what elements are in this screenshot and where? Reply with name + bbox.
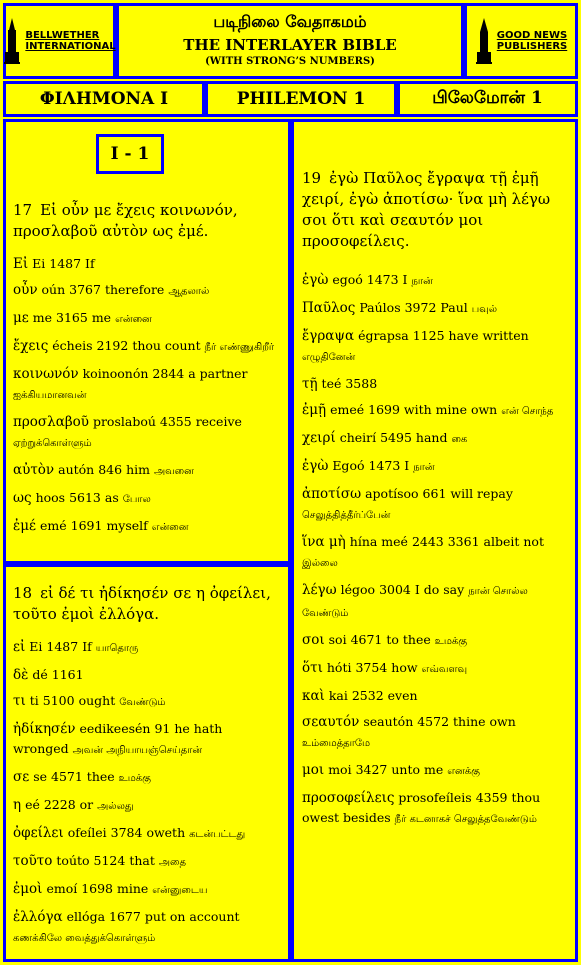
greek-word: η — [13, 797, 22, 813]
english-gloss: me — [91, 310, 112, 325]
transliteration: egoó — [332, 272, 363, 287]
transliteration: égrapsa — [358, 328, 409, 343]
tamil-gloss: அதை — [158, 857, 186, 868]
book-english: PHILEMON 1 — [205, 81, 397, 117]
strong-number: 3767 — [69, 282, 101, 297]
english-gloss: to thee — [386, 632, 431, 647]
greek-word: ἐμοὶ — [13, 881, 43, 897]
strong-number: 1487 — [49, 256, 82, 271]
strong-number: 1161 — [51, 667, 84, 682]
english-gloss: thou owest besides — [302, 790, 541, 825]
greek-word: ἐμέ — [13, 518, 37, 534]
transliteration: emeé — [330, 402, 365, 417]
transliteration: cheirí — [339, 430, 377, 445]
verse-text: εἰ δέ τι ἠδίκησέν σε η ὀφείλει, τοῦτο ἐμοὶ ἐλλόγα. — [13, 584, 271, 623]
transliteration: Paúlos — [359, 300, 401, 315]
greek-word: προσλαβοῦ — [13, 414, 89, 430]
english-gloss: how — [391, 660, 418, 675]
verse-text: ἐγὼ Παῦλος ἔγραψα τῇ ἐμῇ χειρί, ἐγὼ ἀποτίσω· ἵνα μὴ λέγω σοι ὅτι καὶ σεαυτόν μοι προσοφείλεις. — [302, 169, 551, 250]
tamil-gloss: ஐக்கியமானவன் — [13, 390, 87, 401]
word-entry — [302, 712, 566, 754]
word-entry — [302, 686, 566, 706]
verse19-content — [302, 168, 566, 836]
english-gloss: have written — [448, 328, 529, 343]
tamil-gloss: உமக்கு — [434, 636, 468, 647]
word-entry — [13, 280, 279, 302]
greek-word: σε — [13, 769, 30, 785]
strong-number: 5100 — [42, 693, 75, 708]
greek-word: ἐλλόγα — [13, 909, 63, 925]
transliteration: emé — [40, 518, 67, 533]
transliteration: Ei — [29, 639, 43, 654]
english-gloss: with mine own — [403, 402, 498, 417]
main-title: THE INTERLAYER BIBLE — [183, 36, 397, 54]
greek-word: κοινωνόν — [13, 366, 79, 382]
verse17-heading — [13, 200, 279, 242]
transliteration: soi — [328, 632, 347, 647]
greek-word: Εἰ — [13, 256, 29, 272]
greek-word: σεαυτόν — [302, 714, 360, 730]
strong-number: 5124 — [93, 853, 126, 868]
good-news-logo — [467, 6, 575, 76]
tamil-gloss: பவுல் — [471, 304, 498, 315]
greek-word: μοι — [302, 762, 325, 778]
greek-word: εἰ — [13, 639, 26, 655]
word-entry — [13, 719, 279, 761]
logo-line2: INTERNATIONAL — [25, 41, 116, 52]
transliteration: emoí — [46, 881, 78, 896]
tower-icon — [475, 18, 493, 64]
word-entry — [13, 795, 279, 817]
greek-word: τῇ — [302, 376, 318, 392]
greek-word: δὲ — [13, 667, 29, 683]
tamil-gloss: செலுத்தித்தீர்ப்பேன் — [302, 510, 391, 521]
greek-word: τοῦτο — [13, 853, 53, 869]
tamil-gloss: கடன்பட்டது — [189, 829, 246, 840]
word-entry — [302, 788, 566, 830]
greek-word: Παῦλος — [302, 300, 356, 316]
verse-number: 19 — [302, 169, 322, 187]
verse18-entries — [13, 637, 279, 949]
word-entry — [302, 374, 566, 394]
transliteration: apotísoo — [365, 486, 419, 501]
english-gloss: albeit not — [483, 534, 544, 549]
word-entry — [302, 580, 566, 624]
word-entry — [13, 823, 279, 845]
tamil-gloss: அவனை — [153, 466, 194, 477]
strong-number: 846 — [98, 462, 123, 477]
strong-number: 1699 — [368, 402, 400, 417]
left-logo-panel — [3, 3, 116, 79]
tamil-gloss: எவ்வளவு — [421, 664, 468, 675]
strong-number: 3754 — [355, 660, 388, 675]
greek-word: οὖν — [13, 282, 38, 298]
transliteration: moi — [328, 762, 352, 777]
tamil-gloss: யாதொரு — [95, 643, 139, 654]
strong-number: 3588 — [345, 376, 378, 391]
word-entry — [302, 456, 566, 478]
strong-number: 3784 — [110, 825, 143, 840]
strong-number: 1125 — [412, 328, 445, 343]
strong-number: 5613 — [69, 490, 101, 505]
english-gloss: hand — [415, 430, 448, 445]
greek-word: ὅτι — [302, 660, 323, 676]
verse17-content — [13, 200, 279, 544]
greek-word: ἐμῇ — [302, 402, 327, 418]
greek-word: ως — [13, 490, 32, 506]
strong-number: 2443 3361 — [411, 534, 480, 549]
right-logo-panel — [464, 3, 578, 79]
title-panel — [116, 3, 464, 79]
word-entry — [13, 637, 279, 659]
transliteration: hoos — [35, 490, 66, 505]
word-entry — [302, 428, 566, 450]
bellwether-logo — [6, 6, 116, 76]
greek-word: αὐτὸν — [13, 462, 55, 478]
bell-tower-icon — [3, 18, 21, 64]
greek-word: ἐγὼ — [302, 458, 329, 474]
transliteration: kai — [328, 688, 348, 703]
english-gloss: I — [404, 458, 410, 473]
transliteration: teé — [321, 376, 342, 391]
transliteration: ofeílei — [67, 825, 107, 840]
strong-number: 1473 — [368, 458, 401, 473]
english-gloss: thee — [86, 769, 115, 784]
transliteration: dé — [32, 667, 48, 682]
transliteration: se — [33, 769, 48, 784]
english-gloss: myself — [106, 518, 148, 533]
strong-number: 1473 — [366, 272, 399, 287]
transliteration: oún — [41, 282, 66, 297]
verse-number: 18 — [13, 584, 33, 602]
english-gloss: therefore — [104, 282, 165, 297]
chapter-label: I - 1 — [96, 134, 164, 174]
transliteration: koinoonón — [82, 366, 149, 381]
book-greek: ΦΙΛΗΜΟΝΑ Ι — [3, 81, 205, 117]
word-entry — [302, 532, 566, 574]
english-gloss: him — [126, 462, 150, 477]
english-gloss: a partner — [188, 366, 248, 381]
word-entry — [302, 270, 566, 292]
greek-word: ἀποτίσω — [302, 486, 362, 502]
greek-word: ἔγραψα — [302, 328, 355, 344]
transliteration: légoo — [340, 582, 376, 597]
verse18-heading — [13, 583, 279, 625]
english-gloss: will repay — [450, 486, 513, 501]
tamil-gloss: என்னை — [151, 522, 189, 533]
greek-word: ὀφείλει — [13, 825, 64, 841]
english-gloss: If — [82, 639, 92, 654]
english-gloss: that — [129, 853, 155, 868]
word-entry — [302, 400, 566, 422]
transliteration: ti — [29, 693, 39, 708]
word-entry — [13, 336, 279, 358]
word-entry — [302, 484, 566, 526]
english-gloss: even — [387, 688, 418, 703]
tamil-gloss: என் சொந்த — [501, 406, 554, 417]
word-entry — [302, 326, 566, 368]
verse-text: Εἰ οὖν με ἔχεις κοινωνόν, προσλαβοῦ αὐτὸν ως ἐμέ. — [13, 201, 238, 240]
tamil-gloss: நீர் எண்ணுகிறீர் — [204, 342, 275, 353]
strong-number: 661 — [422, 486, 447, 501]
word-entry — [13, 907, 279, 949]
greek-word: σοι — [302, 632, 325, 648]
logo-line1: BELLWETHER — [25, 30, 100, 41]
tamil-gloss: உமக்கு — [118, 773, 151, 784]
transliteration: écheis — [52, 338, 93, 353]
tamil-gloss: நான் — [413, 462, 435, 473]
word-entry — [13, 488, 279, 510]
strong-number: 4355 — [159, 414, 192, 429]
english-gloss: unto me — [391, 762, 444, 777]
strong-number: 2228 — [43, 797, 76, 812]
transliteration: prosofeíleis — [398, 790, 472, 805]
greek-word: ἵνα μὴ — [302, 534, 346, 550]
word-entry — [13, 460, 279, 482]
logo-line1: GOOD NEWS — [496, 30, 568, 41]
english-gloss: oweth — [146, 825, 186, 840]
english-gloss: I do say — [414, 582, 465, 597]
greek-word: ἐγὼ — [302, 272, 329, 288]
tamil-gloss: நீர் கடனாகச் செலுத்தவேண்டும் — [394, 814, 537, 825]
word-entry — [302, 298, 566, 320]
strong-number: 1691 — [70, 518, 103, 533]
strong-number: 1487 — [46, 639, 79, 654]
tamil-gloss: இல்லை — [302, 558, 338, 569]
strong-number: 2192 — [96, 338, 129, 353]
transliteration: eedikeesén — [79, 721, 151, 736]
word-entry — [13, 364, 279, 406]
strong-number: 4359 — [475, 790, 508, 805]
english-gloss: Paul — [440, 300, 468, 315]
word-entry — [13, 691, 279, 713]
strong-number: 1677 — [109, 909, 141, 924]
english-gloss: put on account — [144, 909, 240, 924]
greek-word: ἔχεις — [13, 338, 49, 354]
verse19-heading — [302, 168, 566, 252]
transliteration: eé — [25, 797, 40, 812]
tamil-gloss: அல்லது — [97, 801, 134, 812]
verse17-entries — [13, 254, 279, 538]
transliteration: hóti — [326, 660, 352, 675]
verse19-entries — [302, 270, 566, 830]
english-gloss: he hath wronged — [13, 721, 223, 756]
strong-number: 3165 — [56, 310, 88, 325]
english-gloss: If — [85, 256, 95, 271]
tamil-gloss: ஆதலால் — [168, 286, 210, 297]
transliteration: Ei — [32, 256, 46, 271]
word-entry — [13, 516, 279, 538]
word-entry — [13, 851, 279, 873]
english-gloss: as — [104, 490, 119, 505]
tamil-gloss: வேண்டும் — [119, 697, 166, 708]
greek-word: τι — [13, 693, 26, 709]
english-gloss: mine — [117, 881, 149, 896]
strong-number: 4571 — [51, 769, 83, 784]
tamil-gloss: எனக்கு — [447, 766, 480, 777]
word-entry — [13, 665, 279, 685]
transliteration: seautón — [363, 714, 414, 729]
greek-word: λέγω — [302, 582, 337, 598]
verse18-content — [13, 583, 279, 955]
tamil-gloss: போல — [122, 494, 151, 505]
tamil-gloss: என்னை — [115, 314, 152, 325]
transliteration: Egoó — [332, 458, 365, 473]
transliteration: autón — [58, 462, 95, 477]
strong-number: 3427 — [355, 762, 388, 777]
transliteration: proslaboú — [92, 414, 156, 429]
transliteration: me — [32, 310, 53, 325]
strong-number: 4572 — [417, 714, 450, 729]
tamil-title: படிநிலை வேதாகமம் — [213, 12, 367, 31]
word-entry — [13, 767, 279, 789]
word-entry — [302, 630, 566, 652]
english-gloss: receive — [195, 414, 242, 429]
tamil-gloss: நான் சொல்ல வேண்டும் — [302, 586, 528, 619]
greek-word: ἠδίκησέν — [13, 721, 76, 737]
transliteration: ellóga — [66, 909, 106, 924]
greek-word: προσοφείλεις — [302, 790, 395, 806]
strong-number: 1698 — [81, 881, 114, 896]
tamil-gloss: அவன் அநியாயஞ்செய்தான் — [72, 745, 203, 756]
english-gloss: thine own — [453, 714, 516, 729]
strong-number: 3004 — [379, 582, 411, 597]
strong-number: 2844 — [152, 366, 185, 381]
word-entry — [13, 412, 279, 454]
greek-word: καὶ — [302, 688, 325, 704]
strong-number: 4671 — [350, 632, 383, 647]
transliteration: toúto — [56, 853, 90, 868]
word-entry — [302, 658, 566, 680]
verse-number: 17 — [13, 201, 33, 219]
strong-number: 5495 — [380, 430, 412, 445]
english-gloss: I — [402, 272, 408, 287]
tamil-gloss: எழுதினேன் — [302, 352, 356, 363]
subtitle: (WITH STRONG’S NUMBERS) — [205, 56, 375, 67]
tamil-gloss: கணக்கிலே வைத்துக்கொள்ளும் — [13, 933, 156, 944]
word-entry — [302, 760, 566, 782]
english-gloss: thou count — [132, 338, 201, 353]
tamil-gloss: கை — [451, 434, 468, 445]
tamil-gloss: ஏற்றுக்கொள்ளும் — [13, 438, 92, 449]
transliteration: hína meé — [349, 534, 408, 549]
tamil-gloss: உம்மைத்தாமே — [302, 738, 371, 749]
book-tamil: பிலேமோன் 1 — [397, 81, 578, 117]
strong-number: 91 — [154, 721, 171, 736]
english-gloss: ought — [78, 693, 116, 708]
tamil-gloss: நான் — [411, 276, 433, 287]
strong-number: 2532 — [351, 688, 384, 703]
word-entry — [13, 254, 279, 274]
tamil-gloss: என்னுடைய — [152, 885, 208, 896]
strong-number: 3972 — [404, 300, 437, 315]
logo-line2: PUBLISHERS — [496, 41, 568, 52]
word-entry — [13, 879, 279, 901]
greek-word: χειρί — [302, 430, 336, 446]
word-entry — [13, 308, 279, 330]
english-gloss: or — [79, 797, 94, 812]
greek-word: με — [13, 310, 29, 326]
